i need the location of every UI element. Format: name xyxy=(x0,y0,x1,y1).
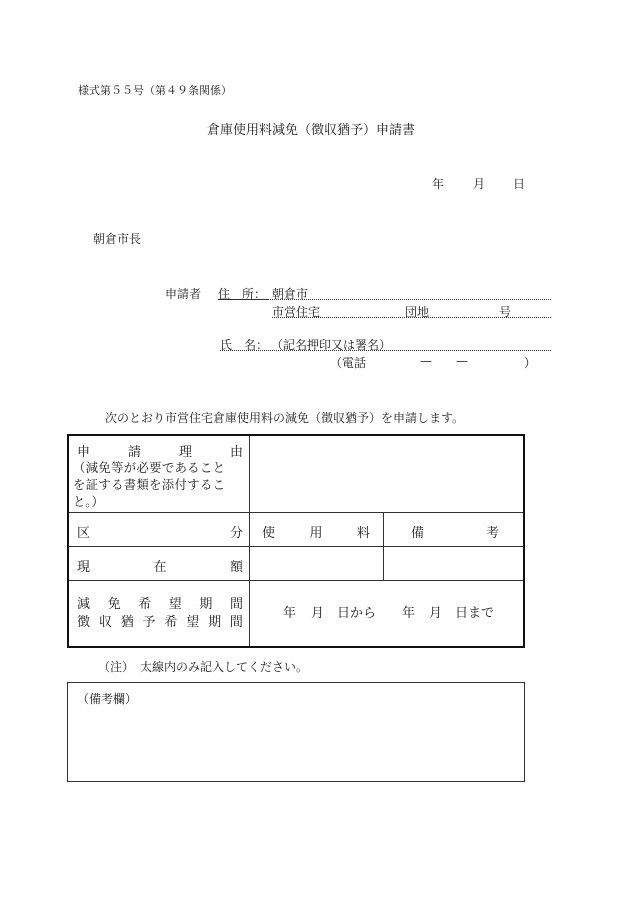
current-amount-label xyxy=(77,556,243,575)
date-month-label: 月 xyxy=(473,177,486,191)
addressee: 朝倉市長 xyxy=(93,232,142,246)
address-city: 朝倉市 xyxy=(272,287,309,301)
period-from-year: 年 xyxy=(283,606,297,621)
date-year-label: 年 xyxy=(432,177,445,191)
period1-char-4: 望 xyxy=(168,597,182,612)
remarks-char-2: 考 xyxy=(485,526,499,541)
address-label-underline xyxy=(218,299,268,300)
table-hline-2 xyxy=(69,546,523,547)
remarks-column-label xyxy=(411,522,499,541)
current-char-2: 在 xyxy=(153,560,167,575)
name-note: （記名押印又は署名） xyxy=(271,338,392,352)
category-char-2: 分 xyxy=(229,526,243,541)
note: （注） 太線内のみ記入してください。 xyxy=(98,660,309,674)
table-vline-main xyxy=(249,436,250,646)
period2-char-2: 収 xyxy=(98,615,112,630)
reason-char-2: 請 xyxy=(127,445,141,460)
phone-dash-1: — xyxy=(420,354,432,368)
fee-char-2: 用 xyxy=(309,526,323,541)
period2-char-8: 間 xyxy=(229,615,243,630)
period2-char-4: 予 xyxy=(142,615,156,630)
remarks-box-label: （備考欄） xyxy=(77,692,138,706)
danchi-label: 団地 xyxy=(405,305,430,319)
reason-note-line-3: と。） xyxy=(73,495,104,509)
name-underline xyxy=(220,350,551,351)
reason-char-3: 理 xyxy=(178,445,192,460)
deferral-period-label xyxy=(77,611,243,630)
period1-char-5: 期 xyxy=(199,597,213,612)
category-char-1: 区 xyxy=(77,526,91,541)
fee-char-1: 使 xyxy=(262,526,276,541)
period-from-day: 日から xyxy=(337,606,377,621)
table-vline-remarks xyxy=(383,512,384,580)
period1-char-2: 免 xyxy=(107,597,121,612)
category-label xyxy=(77,522,243,541)
address-label: 住 所： xyxy=(218,287,267,301)
unit-number-label: 号 xyxy=(499,305,512,319)
application-table xyxy=(67,434,525,648)
form-number: 様式第５５号（第４９条関係） xyxy=(78,84,232,97)
current-char-1: 現 xyxy=(77,560,91,575)
period-to-year: 年 xyxy=(402,606,416,621)
period-from-month: 月 xyxy=(311,606,325,621)
period2-char-1: 徴 xyxy=(77,615,91,630)
period-to-month: 月 xyxy=(429,606,443,621)
housing-underline xyxy=(272,317,551,318)
table-hline-3 xyxy=(69,580,523,581)
table-hline-1 xyxy=(69,512,523,513)
name-label: 氏 名： xyxy=(220,338,269,352)
reason-char-4: 由 xyxy=(229,445,243,460)
remarks-char-1: 備 xyxy=(411,526,425,541)
current-char-3: 額 xyxy=(229,560,243,575)
period1-char-6: 間 xyxy=(229,597,243,612)
form-title: 倉庫使用料減免（徴収猶予）申請書 xyxy=(207,123,416,138)
housing-label: 市営住宅 xyxy=(272,305,321,319)
phone-close: ） xyxy=(524,356,537,370)
reason-note-line-2: を証する書類を添付するこ xyxy=(73,478,226,492)
reason-char-1: 申 xyxy=(77,445,91,460)
period2-char-7: 期 xyxy=(208,615,222,630)
applicant-label: 申請者 xyxy=(165,287,202,301)
fee-char-3: 料 xyxy=(356,526,370,541)
phone-open: （電話 xyxy=(330,356,367,370)
date-day-label: 日 xyxy=(513,177,526,191)
period2-char-6: 望 xyxy=(186,615,200,630)
reason-note-line-1: （減免等が必要であること xyxy=(73,461,226,475)
statement: 次のとおり市営住宅倉庫使用料の減免（徴収猶予）を申請します。 xyxy=(105,411,465,425)
period-to-day: 日まで xyxy=(455,606,495,621)
fee-label xyxy=(262,522,370,541)
exemption-period-label xyxy=(77,593,243,612)
period1-char-3: 希 xyxy=(138,597,152,612)
remarks-box xyxy=(67,682,525,782)
phone-dash-2: — xyxy=(456,354,468,368)
period2-char-5: 希 xyxy=(164,615,178,630)
period1-char-1: 減 xyxy=(77,597,91,612)
period2-char-3: 猶 xyxy=(120,615,134,630)
